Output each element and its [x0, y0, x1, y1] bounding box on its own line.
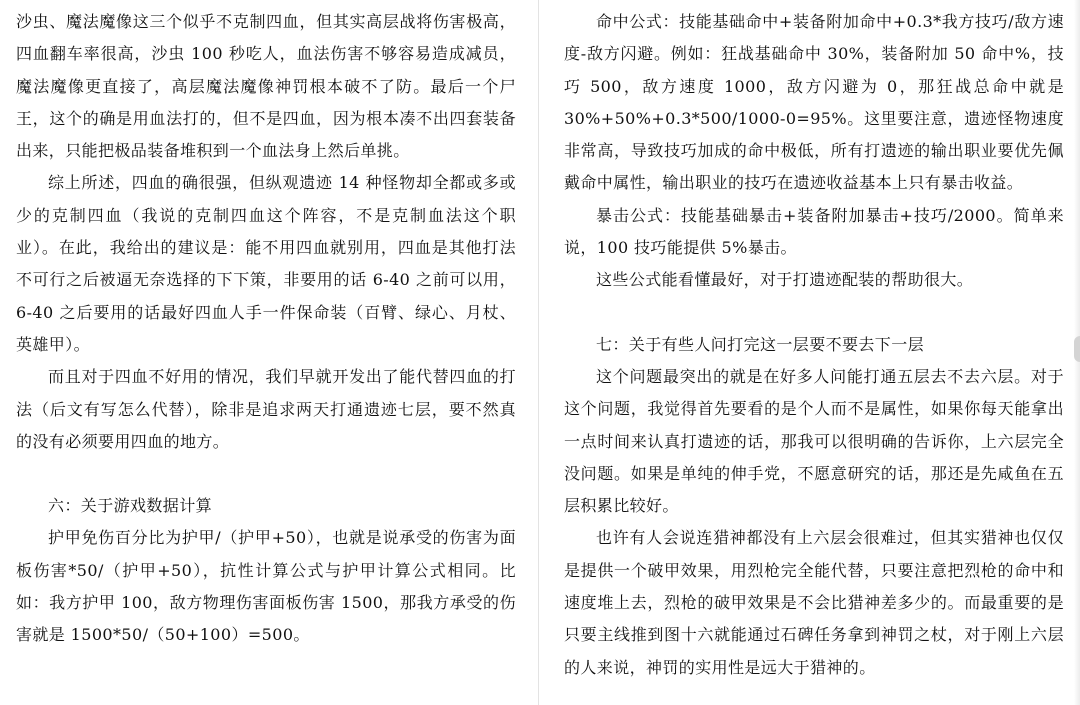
- paragraph: 命中公式：技能基础命中+装备附加命中+0.3*我方技巧/敌方速度-敌方闪避。例如：狂战基础命中 30%，装备附加 50 命中%，技巧 500，敌方速度 1000，敌方闪避为 0，那狂战总命中就是 30%+50%+0.3*500/1000-0=95%。这里要注意，遗迹怪物速度非常高，导致技巧加成的命中极低，所有打遗迹的输出职业要优先佩戴命中属性，输出职业的技巧在遗迹收益基本上只有暴击收益。: [564, 12, 1064, 193]
- section-heading: 七：关于有些人问打完这一层要不要去下一层: [596, 334, 925, 354]
- paragraph: 沙虫、魔法魔像这三个似乎不克制四血，但其实高层战将伤害极高，四血翻车率很高，沙虫 100 秒吃人，血法伤害不够容易造成减员，魔法魔像更直接了，高层魔法魔像神罚根本破不了防。最后一个尸王，这个的确是用血法打的，但不是四血，因为根本凑不出四套装备出来，只能把极品装备堆积到一个血法身上然后单挑。: [16, 12, 516, 161]
- paragraph: 而且对于四血不好用的情况，我们早就开发出了能代替四血的打法（后文有写怎么代替），除非是追求两天打通遗迹七层，要不然真的没有必须要用四血的地方。: [16, 367, 516, 451]
- paragraph: 护甲免伤百分比为护甲/（护甲+50），也就是说承受的伤害为面板伤害*50/（护甲+50），抗性计算公式与护甲计算公式相同。比如：我方护甲 100，敌方物理伤害面板伤害 1500，那我方承受的伤害就是 1500*50/（50+100）=500。: [16, 528, 516, 645]
- paragraph: 综上所述，四血的确很强，但纵观遗迹 14 种怪物却全都或多或少的克制四血（我说的克制四血这个阵容，不是克制血法这个职业）。在此，我给出的建议是：能不用四血就别用，四血是其他打法不可行之后被逼无奈选择的下下策，非要用的话 6-40 之前可以用，6-40 之后要用的话最好四血人手一件保命装（百臂、绿心、月杖、英雄甲）。: [16, 173, 516, 354]
- scroll-handle[interactable]: [1074, 336, 1080, 362]
- paragraph: 这些公式能看懂最好，对于打遗迹配装的帮助很大。: [596, 270, 974, 290]
- left-column: [16, 6, 516, 652]
- right-column: [564, 6, 1064, 684]
- paragraph: 暴击公式：技能基础暴击+装备附加暴击+技巧/2000。简单来说，100 技巧能提供 5%暴击。: [564, 205, 1064, 258]
- column-divider: [538, 0, 539, 705]
- paragraph-spacer: [16, 458, 516, 490]
- paragraph: 也许有人会说连猎神都没有上六层会很难过，但其实猎神也仅仅是提供一个破甲效果，用烈枪完全能代替，只要注意把烈枪的命中和速度堆上去，烈枪的破甲效果是不会比猎神差多少的。而最重要的是只要主线推到图十六就能通过石碑任务拿到神罚之杖，对于刚上六层的人来说，神罚的实用性是远大于猎神的。: [564, 528, 1064, 677]
- paragraph-spacer: [564, 297, 1064, 329]
- section-heading: 六：关于游戏数据计算: [48, 496, 213, 516]
- paragraph: 这个问题最突出的就是在好多人问能打通五层去不去六层。对于这个问题，我觉得首先要看的是个人而不是属性，如果你每天能拿出一点时间来认真打遗迹的话，那我可以很明确的告诉你，上六层完全没问题。如果是单纯的伸手党，不愿意研究的话，那还是先咸鱼在五层积累比较好。: [564, 366, 1064, 516]
